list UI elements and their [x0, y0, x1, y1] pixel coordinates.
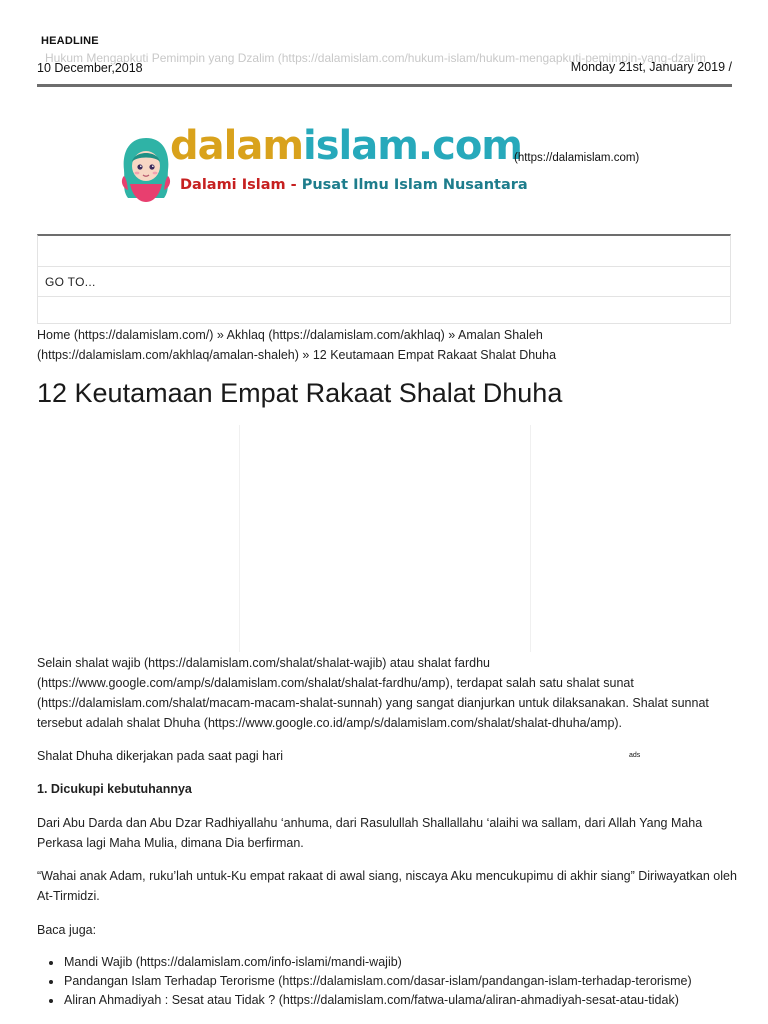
logo-tagline [180, 177, 528, 193]
breadcrumb-current: 12 Keutamaan Empat Rakaat Shalat Dhuha [312, 348, 557, 362]
logo-tagline-part2: Pusat Ilmu Islam Nusantara [301, 177, 528, 193]
headline-label: HEADLINE [41, 35, 99, 47]
breadcrumb-akhlaq[interactable]: Akhlaq (https://dalamislam.com/akhlaq) [226, 328, 445, 342]
page-title: 12 Keutamaan Empat Rakaat Shalat Dhuha [37, 378, 563, 408]
headline-ticker-link[interactable]: Hukum Mengapkuti Pemimpin yang Dzalim (https://dalamislam.com/hukum-islam/hukum-mengapkuti-pemimpin-yang-dzalim [45, 51, 706, 65]
current-date: Monday 21st, January 2019 / [570, 60, 732, 74]
goto-menu-label[interactable]: GO TO... [45, 275, 96, 289]
ticker-date: 10 December,2018 [37, 61, 143, 75]
breadcrumb-amalan-shaleh[interactable]: Amalan Shaleh (https://dalamislam.com/akhlaq/amalan-shaleh) [37, 328, 543, 362]
breadcrumb [37, 325, 737, 365]
article-paragraph-dhuha-time: Shalat Dhuha dikerjakan pada saat pagi hari [37, 749, 284, 763]
article-paragraph-intro: Selain shalat wajib (https://dalamislam.com/shalat/shalat-wajib) atau shalat fardhu (https://www.google.com/amp/s/dalamislam.com/shalat/shalat-fardhu/amp), terdapat salah satu shalat sunat (https://dalamislam.com/shalat/macam-macam-shalat-sunnah) yang sangat dianjurkan untuk dilaksanakan. Shalat sunnat tersebut adalah shalat Dhuha (https://www.google.co.id/amp/s/dalamislam.com/shalat/shalat-dhuha/amp). [37, 656, 709, 730]
logo-wordmark-part1: dalam [170, 123, 304, 169]
site-logo-link[interactable] [118, 123, 528, 203]
logo-wordmark-part2: islam.com [303, 123, 522, 169]
breadcrumb-separator: » [298, 348, 313, 362]
breadcrumb-home[interactable]: Home (https://dalamislam.com/) [37, 328, 214, 342]
related-link[interactable]: Pandangan Islam Terhadap Terorisme (https://dalamislam.com/dasar-islam/pandangan-islam-terhadap-terorisme) [37, 972, 757, 991]
article-paragraph-hadith-intro: Dari Abu Darda dan Abu Dzar Radhiyallahu ‘anhuma, dari Rasulullah Shallallahu ‘alaihi wa sallam, dari Allah Yang Maha Perkasa lagi Maha Mulia, dimana Dia berfirman. [37, 816, 703, 850]
hijab-girl-mascot-icon [118, 132, 174, 204]
baca-juga-label: Baca juga: [37, 923, 97, 937]
breadcrumb-separator: » [444, 328, 459, 342]
breadcrumb-separator: » [213, 328, 227, 342]
navigation-bar [37, 234, 731, 324]
related-link[interactable]: Aliran Ahmadiyah : Sesat atau Tidak ? (https://dalamislam.com/fatwa-ulama/aliran-ahmadiyah-sesat-atau-tidak) [37, 991, 757, 1010]
related-link[interactable]: Mandi Wajib (https://dalamislam.com/info-islami/mandi-wajib) [37, 953, 757, 972]
related-links-list [37, 953, 757, 1010]
article-paragraph-hadith-quote: “Wahai anak Adam, ruku’lah untuk-Ku empat rakaat di awal siang, niscaya Aku mencukupimu di akhir siang” Diriwayatkan oleh At-Tirmidzi. [37, 869, 737, 903]
section-heading-1: 1. Dicukupi kebutuhannya [37, 782, 192, 796]
header-divider [37, 84, 732, 87]
logo-tagline-part1: Dalami Islam - [180, 177, 302, 193]
goto-menu[interactable] [38, 266, 730, 297]
ad-slot [239, 425, 531, 652]
logo-wordmark [170, 123, 522, 169]
logo-url-link[interactable]: (https://dalamislam.com) [514, 152, 640, 164]
ads-label: ads [629, 752, 641, 759]
